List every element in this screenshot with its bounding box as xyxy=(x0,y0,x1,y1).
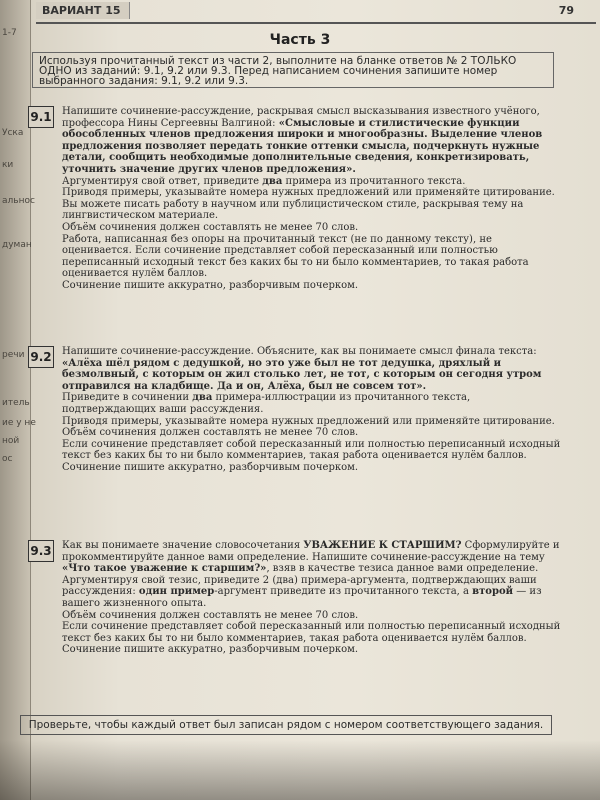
task-line xyxy=(62,392,564,415)
task-9-2 xyxy=(28,346,568,530)
task-body xyxy=(62,346,564,474)
emphasis: два xyxy=(262,175,283,187)
task-prompt xyxy=(62,346,564,392)
page-shadow xyxy=(0,740,600,800)
page-header xyxy=(36,0,596,24)
text-fragment: -аргумент приведите из прочитанного текста, а xyxy=(214,586,473,598)
previous-page-edge xyxy=(0,0,36,800)
task-9-3 xyxy=(28,540,568,710)
task-line: Если сочинение представляет собой пересказанный или полностью переписанный исходный текст без каких бы то ни было комментариев, такая работа оценивается нулём баллов. xyxy=(62,621,561,644)
strip-fragment: 1-7 xyxy=(2,28,17,38)
variant-label: ВАРИАНТ 15 xyxy=(36,2,130,19)
task-line: Объём сочинения должен составлять не менее 70 слов. xyxy=(62,221,359,233)
task-line: Работа, написанная без опоры на прочитанный текст (не по данному тексту), не оценивается. Если сочинение представляет собой пересказанный или полностью переписанный исходный текст без каких бы то ни было комментариев, то такая работа оценивается нулём баллов. xyxy=(62,233,529,280)
task-line: Сочинение пишите аккуратно, разборчивым почерком. xyxy=(62,644,359,656)
strip-fragment: речи xyxy=(2,350,25,360)
task-prompt xyxy=(62,106,564,176)
strip-fragment: ной xyxy=(2,436,20,446)
task-line: Приводя примеры, указывайте номера нужных предложений или применяйте цитирование. xyxy=(62,187,555,199)
task-body xyxy=(62,540,564,656)
task-line: Приводя примеры, указывайте номера нужных предложений или применяйте цитирование. xyxy=(62,415,555,427)
text-fragment: примера-иллюстрации из прочитанного текста, подтверждающих ваши рассуждения. xyxy=(62,392,471,415)
text-fragment: Сформулируйте и прокомментируйте данное вами определение. Напишите сочинение-рассуждение на тему xyxy=(62,540,560,563)
footer-reminder: Проверьте, чтобы каждый ответ был записан рядом с номером соответствующего задания. xyxy=(20,715,552,735)
task-number-badge: 9.3 xyxy=(28,540,54,562)
text-fragment: Аргументируя свой ответ, приведите xyxy=(62,175,263,187)
task-9-1 xyxy=(28,106,568,342)
text-fragment: примера из прочитанного текста. xyxy=(282,175,466,187)
prompt-lead: Напишите сочинение-рассуждение, раскрывая смысл высказывания известного учёного, профессора Нины Сергеевны Валгиной: xyxy=(62,106,540,129)
task-line xyxy=(62,176,564,188)
strip-fragment: ие у не xyxy=(2,418,36,428)
strip-fragment: ос xyxy=(2,454,13,464)
strip-fragment: альнос xyxy=(2,196,35,206)
page-number: 79 xyxy=(558,4,574,17)
task-line: Сочинение пишите аккуратно, разборчивым почерком. xyxy=(62,279,359,291)
task-line: Объём сочинения должен составлять не менее 70 слов. xyxy=(62,427,359,439)
emphasis: «Что такое уважение к старшим?» xyxy=(62,563,267,575)
task-prompt xyxy=(62,540,564,610)
instructions-box: Используя прочитанный текст из части 2, выполните на бланке ответов № 2 ТОЛЬКО ОДНО из заданий: 9.1, 9.2 или 9.3. Перед написанием сочинения запишите номер выбранного задания: 9.1, 9.2 или 9.3. xyxy=(32,52,554,88)
task-line: Сочинение пишите аккуратно, разборчивым почерком. xyxy=(62,461,359,473)
part-title: Часть 3 xyxy=(269,32,331,48)
task-line: Вы можете писать работу в научном или публицистическом стиле, раскрывая тему на лингвистическом материале. xyxy=(62,198,524,222)
strip-fragment: Уска xyxy=(2,128,24,138)
task-line: Если сочинение представляет собой пересказанный или полностью переписанный исходный текст без каких бы то ни было комментариев, такая работа оценивается нулём баллов. xyxy=(62,438,561,462)
prompt-quote: «Смысловые и стилистические функции обособленных членов предложения широки и многообразны. Выделение членов предложения позволяет передать тонкие оттенки смысла, подчеркнуть нужные детали, сообщить необходимые дополнительные сведения, конкретизировать, уточнить значение других членов предложения». xyxy=(62,117,543,175)
strip-fragment: ки xyxy=(2,160,14,170)
emphasis: два xyxy=(192,392,213,404)
strip-fragment: итель xyxy=(2,398,30,408)
text-fragment: Как вы понимаете значение словосочетания xyxy=(62,540,304,551)
task-number-badge: 9.2 xyxy=(28,346,54,368)
prompt-quote: «Алёха шёл рядом с дедушкой, но это уже был не тот дедушка, дряхлый и безмолвный, с которым он жил столько лет, не тот, с которым он сегодня утром отправился на кладбище. Да и он, Алёха, был не совсем тот». xyxy=(62,357,542,392)
prompt-lead: Напишите сочинение-рассуждение. Объясните, как вы понимаете смысл финала текста: xyxy=(62,346,537,357)
task-number-badge: 9.1 xyxy=(28,106,54,128)
text-fragment: , взяв в качестве тезиса данное вами определение. Аргументируя свой тезис, приведите 2 (два) примера-аргумента, подтверждающих ваши рассуждения: xyxy=(62,563,539,598)
emphasis: УВАЖЕНИЕ К СТАРШИМ? xyxy=(303,540,462,551)
text-fragment: — из вашего жизненного опыта. xyxy=(62,586,542,609)
text-fragment: Приведите в сочинении xyxy=(62,392,193,404)
strip-fragment: думан xyxy=(2,240,32,250)
emphasis: один пример xyxy=(138,586,215,598)
emphasis: второй xyxy=(472,586,514,598)
task-body xyxy=(62,106,564,292)
task-line: Объём сочинения должен составлять не менее 70 слов. xyxy=(62,609,359,621)
